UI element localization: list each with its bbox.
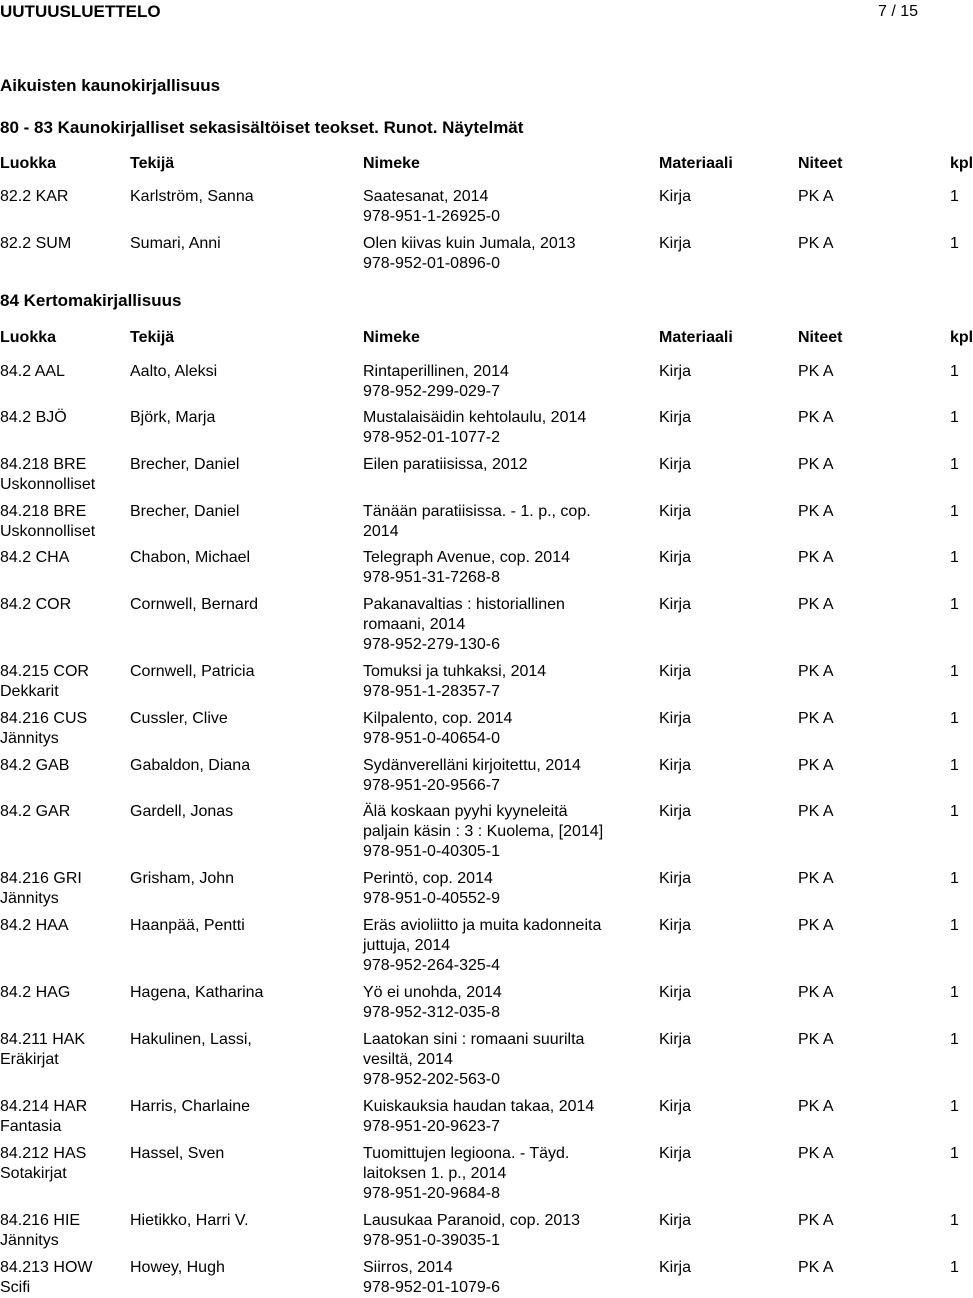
column-header-materiaali: Materiaali	[659, 329, 733, 346]
cell-line: Tomuksi ja tuhkaksi, 2014	[363, 663, 547, 680]
column-header-nimeke: Nimeke	[363, 155, 420, 172]
cell-kpl: 1	[950, 596, 959, 613]
cell-line: 978-952-299-029-7	[363, 383, 500, 400]
cell-materiaali: Kirja	[659, 917, 692, 934]
cell-line: romaani, 2014	[363, 616, 466, 633]
cell-tekija: Haanpää, Pentti	[130, 917, 245, 934]
cell-materiaali: Kirja	[659, 1212, 692, 1229]
cell-luokka	[0, 662, 125, 702]
cell-line: Fantasia	[0, 1118, 62, 1135]
cell-line: Rintaperillinen, 2014	[363, 363, 509, 380]
cell-line: Dekkarit	[0, 683, 59, 700]
column-header-nimeke: Nimeke	[363, 329, 420, 346]
column-header-kpl: kpl	[950, 155, 973, 172]
cell-niteet: PK A	[798, 1031, 834, 1048]
cell-niteet: PK A	[798, 1098, 834, 1115]
cell-line: 978-952-01-0896-0	[363, 255, 500, 272]
cell-nimeke	[363, 983, 593, 1023]
cell-tekija: Brecher, Daniel	[130, 503, 240, 520]
cell-line: Tänään paratiisissa. - 1. p., cop.	[363, 503, 591, 520]
cell-line: Eräs avioliitto ja muita kadonneita	[363, 917, 602, 934]
cell-line: 978-951-1-28357-7	[363, 683, 500, 700]
cell-materiaali: Kirja	[659, 663, 692, 680]
cell-kpl: 1	[950, 1145, 959, 1162]
cell-materiaali: Kirja	[659, 1031, 692, 1048]
column-header-niteet: Niteet	[798, 329, 843, 346]
column-header-kpl: kpl	[950, 329, 973, 346]
cell-niteet: PK A	[798, 235, 834, 252]
cell-tekija: Cornwell, Patricia	[130, 663, 255, 680]
cell-tekija: Björk, Marja	[130, 409, 216, 426]
cell-materiaali: Kirja	[659, 188, 692, 205]
cell-luokka	[0, 1258, 125, 1298]
cell-line: 978-952-312-035-8	[363, 1004, 500, 1021]
cell-niteet: PK A	[798, 710, 834, 727]
cell-nimeke	[363, 662, 593, 702]
cell-luokka	[0, 595, 125, 615]
cell-line: vesiltä, 2014	[363, 1051, 453, 1068]
cell-line: Jännitys	[0, 890, 59, 907]
cell-kpl: 1	[950, 363, 959, 380]
cell-niteet: PK A	[798, 917, 834, 934]
cell-niteet: PK A	[798, 870, 834, 887]
cell-niteet: PK A	[798, 549, 834, 566]
cell-kpl: 1	[950, 1031, 959, 1048]
cell-kpl: 1	[950, 409, 959, 426]
cell-nimeke	[363, 916, 602, 976]
cell-luokka	[0, 408, 125, 428]
cell-kpl: 1	[950, 1098, 959, 1115]
cell-nimeke	[363, 455, 593, 475]
cell-line: 978-951-0-40654-0	[363, 730, 500, 747]
cell-tekija: Howey, Hugh	[130, 1259, 225, 1276]
cell-materiaali: Kirja	[659, 1098, 692, 1115]
cell-nimeke	[363, 756, 593, 796]
cell-luokka	[0, 709, 125, 749]
cell-kpl: 1	[950, 1212, 959, 1229]
cell-line: 84.214 HAR	[0, 1098, 88, 1115]
cell-niteet: PK A	[798, 456, 834, 473]
cell-materiaali: Kirja	[659, 757, 692, 774]
cell-line: Olen kiivas kuin Jumala, 2013	[363, 235, 576, 252]
cell-materiaali: Kirja	[659, 1259, 692, 1276]
cell-line: Jännitys	[0, 730, 59, 747]
cell-kpl: 1	[950, 757, 959, 774]
cell-tekija: Cornwell, Bernard	[130, 596, 259, 613]
cell-tekija: Cussler, Clive	[130, 710, 228, 727]
cell-line: 978-951-20-9623-7	[363, 1118, 500, 1135]
cell-materiaali: Kirja	[659, 1145, 692, 1162]
cell-nimeke	[363, 548, 593, 588]
cell-line: Lausukaa Paranoid, cop. 2013	[363, 1212, 581, 1229]
cell-kpl: 1	[950, 503, 959, 520]
cell-line: 84.216 CUS	[0, 710, 88, 727]
cell-niteet: PK A	[798, 1212, 834, 1229]
cell-line: laitoksen 1. p., 2014	[363, 1165, 507, 1182]
cell-kpl: 1	[950, 188, 959, 205]
cell-tekija: Gabaldon, Diana	[130, 757, 251, 774]
column-header-tekija: Tekijä	[130, 155, 175, 172]
cell-tekija: Hietikko, Harri V.	[130, 1212, 249, 1229]
cell-line: 978-952-01-1077-2	[363, 429, 500, 446]
cell-nimeke	[363, 1144, 593, 1204]
cell-line: 978-951-20-9566-7	[363, 777, 500, 794]
column-header-materiaali: Materiaali	[659, 155, 733, 172]
cell-line: 2014	[363, 523, 399, 540]
cell-niteet: PK A	[798, 409, 834, 426]
cell-line: 978-951-20-9684-8	[363, 1185, 500, 1202]
cell-line: Jännitys	[0, 1232, 59, 1249]
cell-niteet: PK A	[798, 663, 834, 680]
cell-tekija: Karlström, Sanna	[130, 188, 254, 205]
cell-niteet: PK A	[798, 984, 834, 1001]
cell-line: 978-952-01-1079-6	[363, 1279, 500, 1296]
cell-line: Eilen paratiisissa, 2012	[363, 456, 528, 473]
cell-luokka	[0, 455, 125, 495]
main-heading: Aikuisten kaunokirjallisuus	[0, 76, 221, 95]
cell-line: Kilpalento, cop. 2014	[363, 710, 513, 727]
cell-materiaali: Kirja	[659, 235, 692, 252]
cell-materiaali: Kirja	[659, 710, 692, 727]
cell-niteet: PK A	[798, 596, 834, 613]
cell-line: 84.2 GAR	[0, 803, 71, 820]
cell-line: 84.2 BJÖ	[0, 409, 67, 426]
cell-line: 978-952-279-130-6	[363, 636, 500, 653]
cell-line: Yö ei unohda, 2014	[363, 984, 502, 1001]
cell-tekija: Aalto, Aleksi	[130, 363, 218, 380]
cell-materiaali: Kirja	[659, 503, 692, 520]
cell-line: 84.216 HIE	[0, 1212, 81, 1229]
cell-line: 978-952-202-563-0	[363, 1071, 500, 1088]
cell-kpl: 1	[950, 663, 959, 680]
cell-kpl: 1	[950, 549, 959, 566]
cell-luokka	[0, 916, 125, 936]
cell-luokka	[0, 1144, 125, 1184]
cell-line: 84.2 AAL	[0, 363, 65, 380]
cell-niteet: PK A	[798, 803, 834, 820]
cell-niteet: PK A	[798, 1259, 834, 1276]
cell-line: 84.213 HOW	[0, 1259, 93, 1276]
cell-nimeke	[363, 1211, 593, 1251]
column-header-tekija: Tekijä	[130, 329, 175, 346]
cell-nimeke	[363, 1030, 593, 1090]
cell-luokka	[0, 234, 125, 254]
cell-line: Pakanavaltias : historiallinen	[363, 596, 565, 613]
section-heading: 80 - 83 Kaunokirjalliset sekasisältöiset teokset. Runot. Näytelmät	[0, 118, 524, 137]
cell-nimeke	[363, 595, 593, 655]
cell-materiaali: Kirja	[659, 409, 692, 426]
page-number: 7 / 15	[877, 3, 918, 20]
cell-luokka	[0, 983, 125, 1003]
cell-line: 978-952-264-325-4	[363, 957, 500, 974]
cell-line: 84.2 HAG	[0, 984, 71, 1001]
cell-line: 978-951-31-7268-8	[363, 569, 500, 586]
cell-line: Laatokan sini : romaani suurilta	[363, 1031, 585, 1048]
cell-materiaali: Kirja	[659, 870, 692, 887]
cell-line: Perintö, cop. 2014	[363, 870, 493, 887]
cell-nimeke	[363, 709, 593, 749]
cell-tekija: Grisham, John	[130, 870, 235, 887]
column-header-niteet: Niteet	[798, 155, 843, 172]
cell-line: 84.2 GAB	[0, 757, 70, 774]
cell-luokka	[0, 1097, 125, 1137]
cell-line: Sydänverelläni kirjoitettu, 2014	[363, 757, 581, 774]
cell-line: 978-951-0-39035-1	[363, 1232, 500, 1249]
cell-line: Saatesanat, 2014	[363, 188, 489, 205]
cell-nimeke	[363, 408, 593, 448]
cell-luokka	[0, 756, 125, 776]
cell-niteet: PK A	[798, 503, 834, 520]
column-header-luokka: Luokka	[0, 329, 57, 346]
cell-kpl: 1	[950, 917, 959, 934]
cell-line: 82.2 SUM	[0, 235, 72, 252]
cell-nimeke	[363, 1097, 593, 1137]
cell-kpl: 1	[950, 235, 959, 252]
cell-line: Scifi	[0, 1279, 31, 1296]
cell-materiaali: Kirja	[659, 596, 692, 613]
cell-nimeke	[363, 869, 593, 909]
cell-line: 978-951-0-40552-9	[363, 890, 500, 907]
cell-line: Uskonnolliset	[0, 523, 96, 540]
cell-line: 84.2 HAA	[0, 917, 69, 934]
cell-luokka	[0, 548, 125, 568]
cell-kpl: 1	[950, 710, 959, 727]
cell-line: Älä koskaan pyyhi kyyneleitä	[363, 803, 568, 820]
cell-niteet: PK A	[798, 1145, 834, 1162]
cell-line: Eräkirjat	[0, 1051, 59, 1068]
cell-tekija: Hassel, Sven	[130, 1145, 225, 1162]
cell-kpl: 1	[950, 456, 959, 473]
cell-niteet: PK A	[798, 757, 834, 774]
cell-line: 978-951-0-40305-1	[363, 843, 500, 860]
cell-tekija: Gardell, Jonas	[130, 803, 234, 820]
cell-kpl: 1	[950, 984, 959, 1001]
cell-luokka	[0, 1030, 125, 1070]
cell-materiaali: Kirja	[659, 984, 692, 1001]
cell-line: juttuja, 2014	[363, 937, 451, 954]
cell-materiaali: Kirja	[659, 456, 692, 473]
cell-tekija: Brecher, Daniel	[130, 456, 240, 473]
cell-tekija: Sumari, Anni	[130, 235, 221, 252]
cell-line: Sotakirjat	[0, 1165, 67, 1182]
cell-line: Telegraph Avenue, cop. 2014	[363, 549, 570, 566]
document-title: UUTUUSLUETTELO	[0, 2, 161, 21]
cell-kpl: 1	[950, 1259, 959, 1276]
cell-kpl: 1	[950, 803, 959, 820]
cell-luokka	[0, 869, 125, 909]
cell-line: 84.2 COR	[0, 596, 72, 613]
cell-nimeke	[363, 802, 604, 862]
cell-line: 84.218 BRE	[0, 456, 87, 473]
cell-line: Tuomittujen legioona. - Täyd.	[363, 1145, 570, 1162]
cell-kpl: 1	[950, 870, 959, 887]
cell-line: 84.212 HAS	[0, 1145, 87, 1162]
cell-line: Siirros, 2014	[363, 1259, 453, 1276]
cell-nimeke	[363, 1258, 593, 1298]
cell-nimeke	[363, 502, 593, 542]
cell-luokka	[0, 187, 125, 207]
cell-line: Kuiskauksia haudan takaa, 2014	[363, 1098, 595, 1115]
cell-line: 84.218 BRE	[0, 503, 87, 520]
cell-line: 84.211 HAK	[0, 1031, 86, 1048]
cell-line: 84.215 COR	[0, 663, 89, 680]
cell-tekija: Hagena, Katharina	[130, 984, 264, 1001]
cell-line: Mustalaisäidin kehtolaulu, 2014	[363, 409, 587, 426]
cell-materiaali: Kirja	[659, 549, 692, 566]
cell-luokka	[0, 1211, 125, 1251]
cell-materiaali: Kirja	[659, 803, 692, 820]
cell-materiaali: Kirja	[659, 363, 692, 380]
cell-nimeke	[363, 187, 593, 227]
cell-luokka	[0, 502, 125, 542]
cell-tekija: Chabon, Michael	[130, 549, 251, 566]
cell-luokka	[0, 362, 125, 382]
cell-line: 84.216 GRI	[0, 870, 82, 887]
cell-line: 978-951-1-26925-0	[363, 208, 500, 225]
cell-line: 84.2 CHA	[0, 549, 70, 566]
cell-line: paljain käsin : 3 : Kuolema, [2014]	[363, 823, 604, 840]
cell-nimeke	[363, 362, 593, 402]
cell-line: Uskonnolliset	[0, 476, 96, 493]
cell-luokka	[0, 802, 125, 822]
cell-niteet: PK A	[798, 188, 834, 205]
cell-tekija: Harris, Charlaine	[130, 1098, 251, 1115]
section-heading: 84 Kertomakirjallisuus	[0, 291, 182, 310]
cell-nimeke	[363, 234, 593, 274]
cell-niteet: PK A	[798, 363, 834, 380]
cell-line: 82.2 KAR	[0, 188, 69, 205]
cell-tekija: Hakulinen, Lassi,	[130, 1031, 252, 1048]
column-header-luokka: Luokka	[0, 155, 57, 172]
